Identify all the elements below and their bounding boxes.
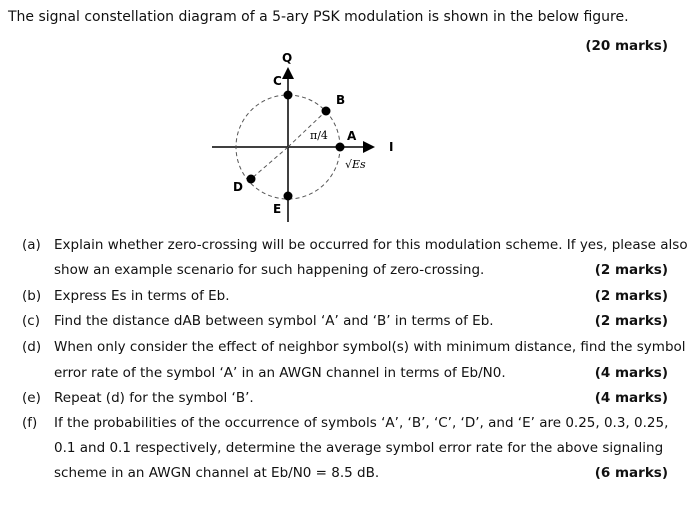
question-marks: (2 marks) (594, 262, 668, 278)
point-e (284, 192, 293, 201)
question-label: (d) (22, 339, 42, 355)
question-text: 0.1 and 0.1 respectively, determine the average symbol error rate for the above signaling (54, 440, 664, 456)
intro-text: The signal constellation diagram of a 5-ary PSK modulation is shown in the below figure. (8, 9, 629, 25)
question-marks: (2 marks) (594, 313, 668, 329)
q-label: Q (282, 51, 293, 65)
point-a-label: A (347, 129, 357, 143)
constellation-diagram (200, 50, 420, 230)
point-b (322, 107, 331, 116)
question-marks: (4 marks) (594, 390, 668, 406)
radius-label: √Es (345, 158, 366, 171)
question-marks: (2 marks) (594, 288, 668, 304)
question-label: (f) (22, 415, 38, 431)
question-marks: (4 marks) (594, 365, 668, 381)
question-label: (e) (22, 390, 41, 406)
i-label: I (389, 140, 394, 154)
point-c (284, 91, 293, 100)
point-c-label: C (273, 74, 282, 88)
point-a (336, 143, 345, 152)
question-text: show an example scenario for such happening of zero-crossing. (54, 262, 485, 278)
angle-label: π/4 (310, 129, 328, 142)
point-d-label: D (233, 180, 243, 194)
question-label: (b) (22, 288, 42, 304)
point-d (247, 175, 256, 184)
question-text: If the probabilities of the occurrence of symbols ‘A’, ‘B’, ‘C’, ‘D’, and ‘E’ are 0.25, 0.3, 0.25, (54, 415, 669, 431)
question-text: error rate of the symbol ‘A’ in an AWGN channel in terms of Eb/N0. (54, 365, 506, 381)
question-text: When only consider the effect of neighbor symbol(s) with minimum distance, find the symbol (54, 339, 686, 355)
question-text: Express Es in terms of Eb. (54, 288, 230, 304)
d-radius-line (251, 147, 288, 179)
question-label: (a) (22, 237, 41, 253)
question-text: Explain whether zero-crossing will be occurred for this modulation scheme. If yes, please also (54, 237, 688, 253)
question-marks: (6 marks) (594, 465, 668, 481)
question-text: scheme in an AWGN channel at Eb/N0 = 8.5 dB. (54, 465, 380, 481)
question-text: Find the distance dAB between symbol ‘A’ and ‘B’ in terms of Eb. (54, 313, 494, 329)
total-marks: (20 marks) (585, 38, 668, 54)
point-e-label: E (273, 202, 282, 216)
point-b-label: B (336, 93, 346, 107)
question-text: Repeat (d) for the symbol ‘B’. (54, 390, 254, 406)
question-label: (c) (22, 313, 40, 329)
